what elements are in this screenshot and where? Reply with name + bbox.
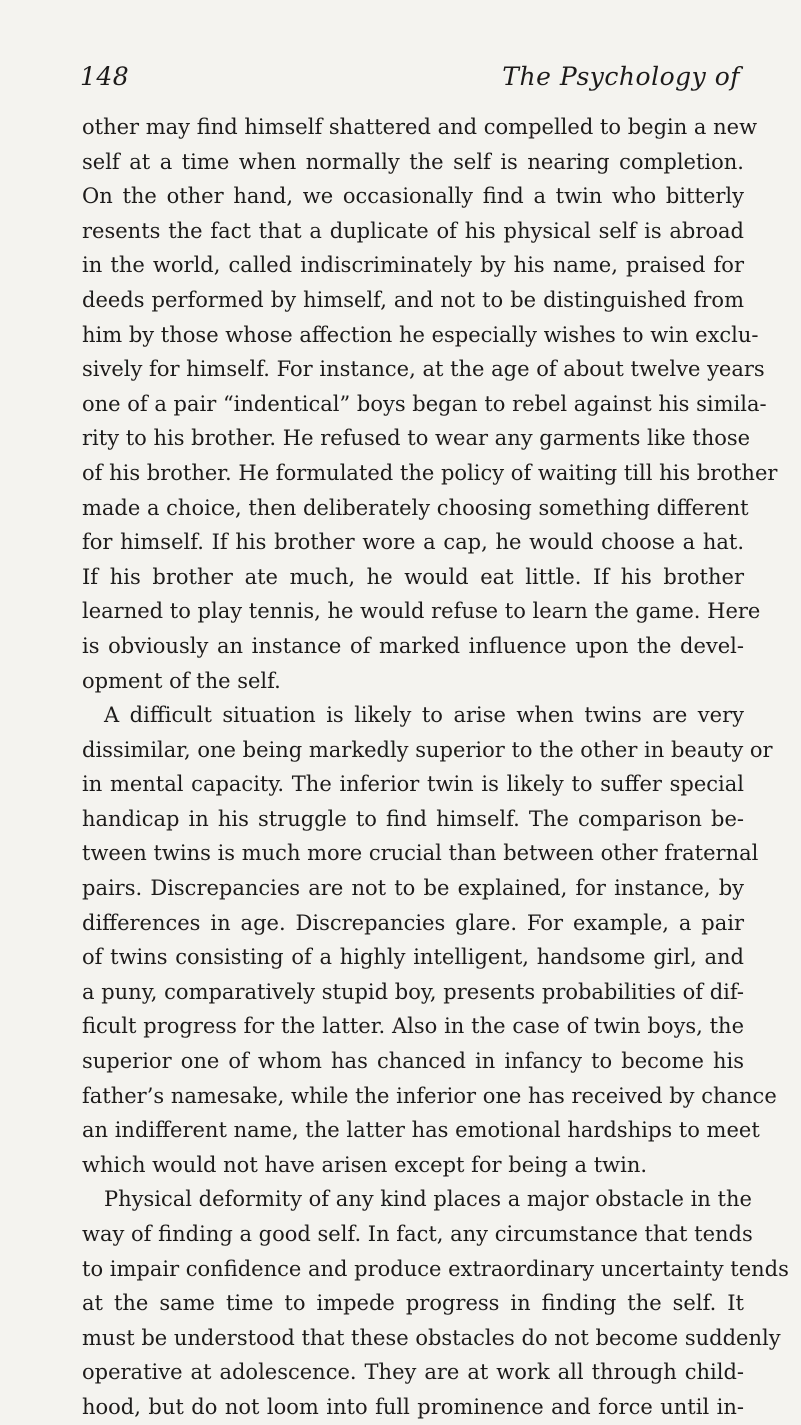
- text-line: in the world, called indiscriminately by his name, praised for: [82, 253, 744, 278]
- text-line: pairs. Discrepancies are not to be explained, for instance, by: [82, 876, 744, 901]
- text-line: a puny, comparatively stupid boy, presents probabilities of dif-: [82, 979, 744, 1004]
- text-line: self at a time when normally the self is nearing completion.: [82, 149, 744, 174]
- text-line: at the same time to impede progress in finding the self. It: [82, 1291, 744, 1316]
- text-line: must be understood that these obstacles do not become suddenly: [82, 1325, 781, 1350]
- text-line: of his brother. He formulated the policy of waiting till his brother: [82, 460, 778, 485]
- page-header: [80, 62, 740, 102]
- text-line: If his brother ate much, he would eat little. If his brother: [82, 564, 744, 589]
- text-line: ficult progress for the latter. Also in the case of twin boys, the: [82, 1014, 744, 1039]
- text-line: to impair confidence and produce extraordinary uncertainty tends: [82, 1256, 789, 1281]
- text-line: in mental capacity. The inferior twin is likely to suffer special: [82, 772, 744, 797]
- text-line: rity to his brother. He refused to wear any garments like those: [82, 426, 751, 451]
- text-line: learned to play tennis, he would refuse to learn the game. Here: [82, 599, 761, 624]
- text-line: other may find himself shattered and compelled to begin a new: [82, 115, 758, 139]
- text-line: deeds performed by himself, and not to be distinguished from: [82, 287, 744, 312]
- text-line: handicap in his struggle to find himself. The comparison be-: [82, 806, 744, 831]
- text-line: tween twins is much more crucial than between other fraternal: [82, 841, 759, 866]
- running-title: The Psychology of: [502, 62, 740, 91]
- text-line: made a choice, then deliberately choosing something different: [82, 495, 749, 520]
- text-line: sively for himself. For instance, at the age of about twelve years: [82, 357, 765, 382]
- text-line: for himself. If his brother wore a cap, he would choose a hat.: [82, 530, 744, 555]
- text-line: an indifferent name, the latter has emotional hardships to meet: [82, 1118, 760, 1143]
- text-line: is obviously an instance of marked influence upon the devel-: [82, 633, 744, 658]
- text-line: differences in age. Discrepancies glare. For example, a pair: [82, 910, 744, 935]
- text-line: way of finding a good self. In fact, any circumstance that tends: [82, 1222, 753, 1246]
- text-line: On the other hand, we occasionally find a twin who bitterly: [82, 184, 744, 209]
- text-line: hood, but do not loom into full prominence and force until in-: [82, 1394, 744, 1419]
- text-line: father’s namesake, while the inferior one has received by chance: [82, 1083, 777, 1108]
- text-line: operative at adolescence. They are at work all through child-: [82, 1360, 744, 1385]
- page-number: 148: [80, 62, 130, 91]
- text-line: of twins consisting of a highly intelligent, handsome girl, and: [82, 945, 744, 970]
- text-line: which would not have arisen except for being a twin.: [82, 1152, 648, 1177]
- text-line: superior one of whom has chanced in infancy to become his: [82, 1049, 744, 1074]
- body-text: [82, 110, 789, 1425]
- text-line: dissimilar, one being markedly superior to the other in beauty or: [82, 737, 773, 762]
- text-line: opment of the self.: [82, 668, 281, 693]
- text-line: one of a pair “indentical” boys began to rebel against his simila-: [82, 391, 767, 416]
- text-line: A difficult situation is likely to arise when twins are very: [104, 703, 744, 728]
- text-line: Physical deformity of any kind places a major obstacle in the: [104, 1187, 752, 1212]
- text-line: resents the fact that a duplicate of his physical self is abroad: [82, 218, 744, 243]
- text-line: him by those whose affection he especially wishes to win exclu-: [82, 322, 759, 347]
